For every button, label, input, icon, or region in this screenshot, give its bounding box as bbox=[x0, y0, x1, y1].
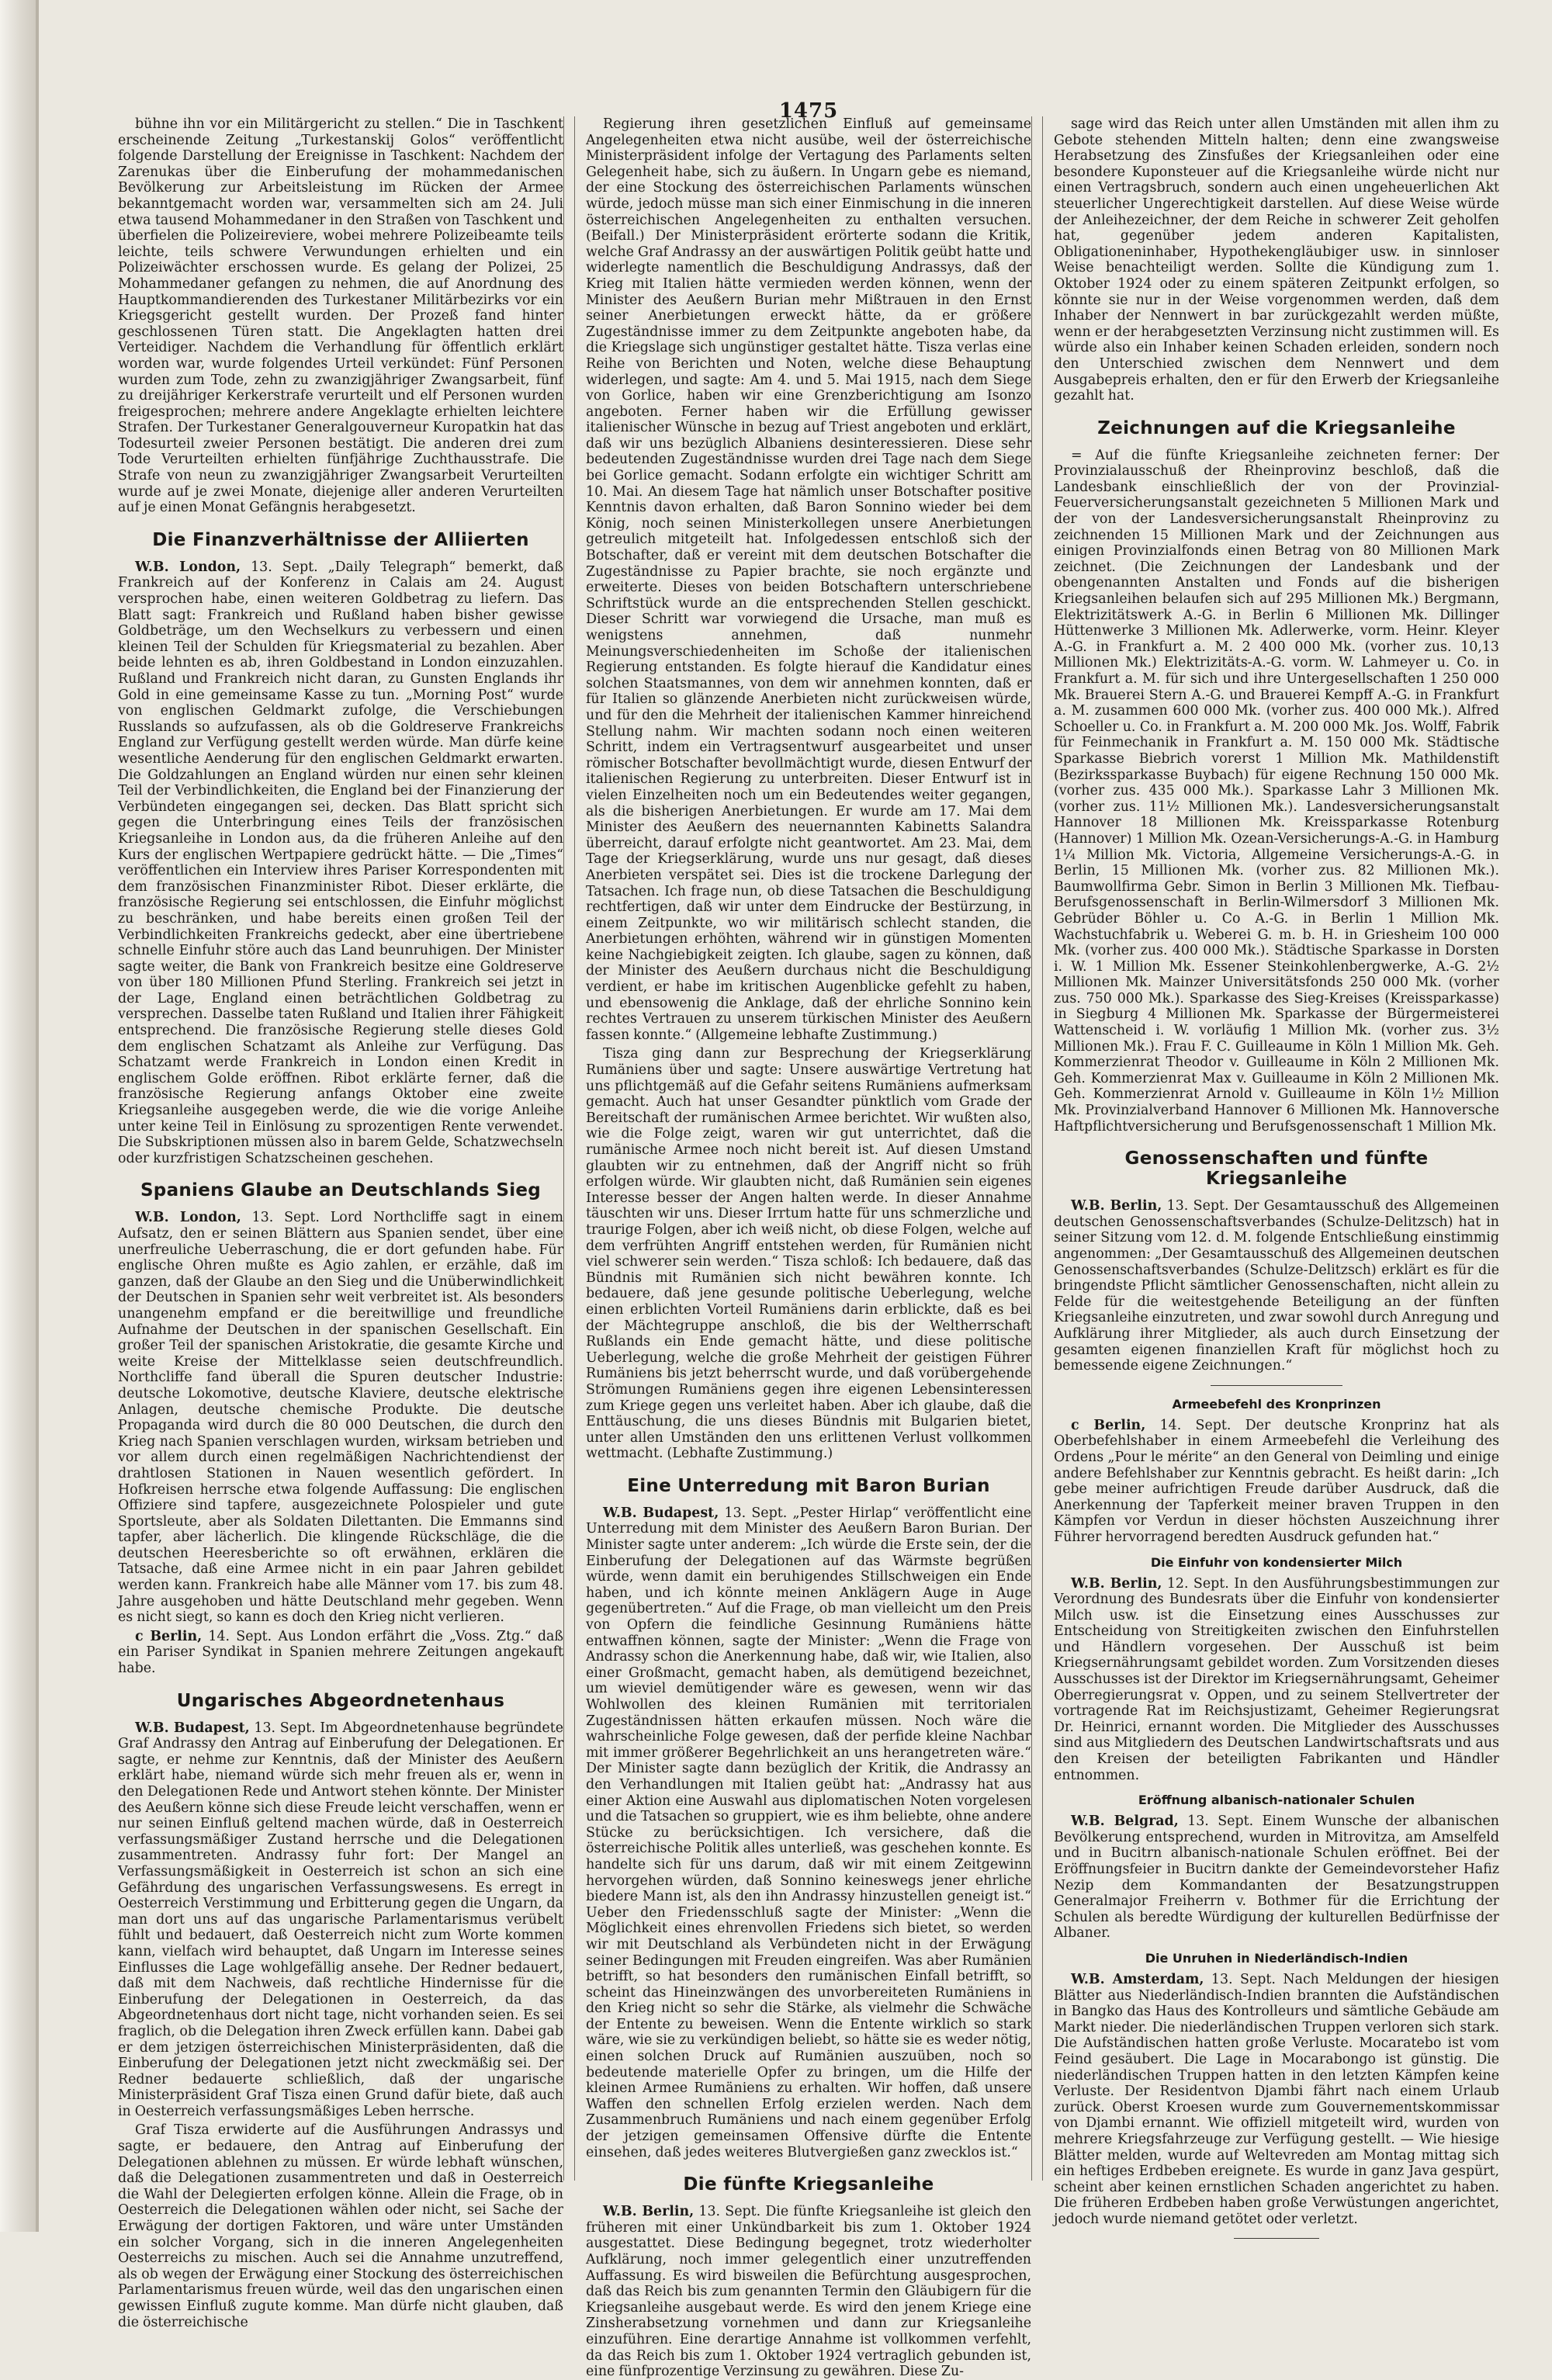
dateline: W.B. Belgrad, bbox=[1071, 1814, 1179, 1830]
paragraph-text: 13. Sept. Der Gesamtausschuß des Allgemeinen deutschen Genossenschaftsverbandes (Schulze-Delitzsch) hat in seiner Sitzung vom 12. d. M. folgende Entschließung einstimmig angenommen: „Der Gesamtausschuß des Allgemeinen deutschen Genossenschaftsverbandes (Schulze-Delitzsch) erklärt es für die bringendste Pflicht sämtlicher Genossenschaften, nicht allein zu Felde für die weitestgehende Beteiligung an der fünften Kriegsanleihe einzutreten, und zwar sowohl durch Anregung und Aufklärung ihrer Mitglieder, als auch durch Einsetzung der gesamten eigenen finanziellen Kraft für möglichst hoch zu bemessende eigene Zeichnungen.“ bbox=[1054, 1198, 1499, 1374]
newspaper-page bbox=[118, 68, 1500, 2380]
paragraph-text: Regierung ihren gesetzlichen Einfluß auf gemeinsame Angelegenheiten etwa nicht ausübe, weil der österreichische Ministerpräsident infolge der Vertagung des Parlaments selten Gelegenheit habe, sich zu äußern. In Ungarn gebe es niemand, der eine Stockung des österreichischen Parlaments wünschen würde, jedoch müsse man sich einer Einmischung in die inneren österreichischen Angelegenheiten zu enthalten versuchen. (Beifall.) Der Ministerpräsident erörterte sodann die Kritik, welche Graf Andrassy an der auswärtigen Politik geübt hatte und widerlegte namentlich die Beschuldigung Andrassys, daß der Krieg mit Italien hätte vermieden werden können, wenn der Minister des Aeußern Burian mehr Mißtrauen in den Ernst seiner Anerbietungen erweckt hätte, da er größere Zugeständnisse immer zu dem Zeitpunkte angeboten habe, da die Kriegslage sich ungünstiger gestaltet hätte. Tisza verlas eine Reihe von Berichten und Noten, welche diese Behauptung widerlegen, und sagte: Am 4. und 5. Mai 1915, nach dem Siege von Gorlice, haben wir eine Grenzberichtigung am Isonzo angeboten. Ferner haben wir die Erfüllung gewisser italienischer Wünsche in bezug auf Triest angeboten und erklärt, daß wir uns bezüglich Albaniens desinteressieren. Diese sehr bedeutenden Zugeständnisse wurden drei Tage nach dem Siege bei Gorlice gemacht. Sodann erfolgte ein wichtiger Schritt am 10. Mai. An diesem Tage hat nämlich unser Botschafter positive Kenntnis davon erhalten, daß Baron Sonnino wieder bei dem König, noch seinen Ministerkollegen unsere Anerbietungen getreulich mitgeteilt hat. Infolgedessen entschloß sich der Botschafter, daß er vereint mit dem deutschen Botschafter die Zugeständnisse zu Papier brachte, sie noch ergänzte und erweiterte. Dieses von beiden Botschaftern unterschriebene Schriftstück wurde an die entsprechenden Stellen geschickt. Dieser Schritt war vorwiegend die Ursache, man muß es wenigstens annehmen, daß nunmehr Meinungsverschiedenheiten im Schoße der italienischen Regierung entstanden. Es folgte hierauf die Kandidatur eines solchen Staatsmannes, von dem wir annehmen konnten, daß er für Italien so glänzende Anerbieten nicht zurückweisen würde, und für den die Mehrheit der italienischen Kammer hinreichend Stellung nahm. Wir machten sodann noch einen weiteren Schritt, indem ein Vertragsentwurf ausgearbeitet und unser römischer Botschafter bevollmächtigt wurde, diesen Entwurf der italienischen Regierung zu unterbreiten. Dieser Entwurf ist in vielen Einzelheiten noch um ein Bedeutendes weiter gegangen, als die bisherigen Anerbietungen. Er wurde am 17. Mai dem Minister des Aeußern des neuernannten Kabinetts Salandra überreicht, darauf erfolgte nicht geantwortet. Am 23. Mai, dem Tage der Kriegserklärung, wurde uns nur gesagt, daß dieses Anerbieten verspätet sei. Dies ist die trockene Darlegung der Tatsachen. Ich frage nun, ob diese Tatsachen die Beschuldigung rechtfertigen, daß wir unter dem Eindrucke der Bestürzung, in einem Zeitpunkte, wo wir militärisch schlecht standen, die Anerbietungen erhöhten, während wir in günstigen Momenten keine Nachgiebigkeit zeigten. Ich glaube, sagen zu können, daß der Minister des Aeußern durchaus nicht die Beschuldigung verdient, er habe im kritischen Augenblicke gefehlt zu haben, und ebensowenig die Anklage, daß der ehrliche Sonnino kein rechtes Vertrauen zu unserem türkischen Minister des Aeußern fassen konnte.“ (Allgemeine lebhafte Zustimmung.) bbox=[586, 116, 1031, 1043]
article-headline: Eine Unterredung mit Baron Burian bbox=[627, 1475, 990, 1496]
dateline: W.B. Budapest, bbox=[135, 1720, 250, 1736]
article-paragraph bbox=[1054, 448, 1499, 1135]
section-divider bbox=[1234, 2238, 1319, 2239]
paragraph-text: 14. Sept. Der deutsche Kronprinz hat als Oberbefehlshaber in einem Armeebefehl die Verleihung des Ordens „Pour le mérite“ an den General von Deimling und einige andere Befehlshaber zur Kenntnis gebracht. Es heißt darin: „Ich gebe meiner aufrichtigen Freude darüber Ausdruck, daß die Anerkennung der Tapferkeit meiner braven Truppen in den Kämpfen vor Verdun in dieser höchsten Auszeichnung ihrer Führer hervorragend beredten Ausdruck gefunden hat.“ bbox=[1054, 1417, 1499, 1545]
article-paragraph bbox=[1054, 1418, 1499, 1546]
dateline: W.B. Berlin, bbox=[1071, 1198, 1162, 1214]
paragraph-text: 13. Sept. Die fünfte Kriegsanleihe ist gleich den früheren mit einer Unkündbarkeit bis zum 1. Oktober 1924 ausgestattet. Diese Bedingung begegnet, trotz wiederholter Aufklärung, noch immer gelegentlich einer unzutreffenden Auffassung. Es wird bisweilen die Befürchtung ausgesprochen, daß das Reich bis zum genannten Termin den Gläubigern für die Kriegsanleihe ausgebaut werde. Es wird den jenem Kriege eine Zinsherabsetzung vornehmen und dann zur Kriegsanleihe einzuführen. Eine derartige Annahme ist vollkommen verfehlt, da das Reich bis zum 1. Oktober 1924 vertraglich gebunden ist, eine fünfprozentige Verzinsung zu gewähren. Diese Zu- bbox=[586, 2204, 1031, 2380]
article-paragraph bbox=[586, 2204, 1031, 2380]
dateline: W.B. London, bbox=[135, 559, 241, 575]
columns bbox=[118, 116, 1500, 2380]
paragraph-text: 14. Sept. Aus London erfährt die „Voss. Ztg.“ daß ein Pariser Syndikat in Spanien mehrere Zeitungen angekauft habe. bbox=[118, 1628, 563, 1677]
dateline: W.B. London, bbox=[135, 1210, 241, 1226]
article-paragraph bbox=[586, 116, 1031, 1043]
article-paragraph bbox=[118, 559, 563, 1167]
page-number: 1475 bbox=[778, 99, 839, 123]
dateline: c Berlin, bbox=[1071, 1417, 1146, 1433]
paragraph-text: 13. Sept. Einem Wunsche der albanischen Bevölkerung entsprechend, wurden in Mitrovitza, am Amselfeld und in Bucitrn albanisch-nationale Schulen eröffnet. Bei der Eröffnungsfeier in Bucitrn dankte der Gemeindevorsteher Hafiz Nezip dem Kommandanten der Besatzungstruppen Generalmajor Freiherrn v. Bothmer für die Errichtung der Schulen als beredte Würdigung der kulturellen Bedürfnisse der Albaner. bbox=[1054, 1814, 1500, 1942]
article-paragraph bbox=[118, 1210, 563, 1625]
paragraph-text: bühne ihn vor ein Militärgericht zu stellen.“ Die in Taschkent erscheinende Zeitung „Turkestanskij Golos“ veröffentlicht folgende Darstellung der Ereignisse in Taschkent: Nachdem der Zarenukas über die Einberufung der mohammedanischen Bevölkerung zur Arbeitsleistung im Rücken der Armee bekanntgemacht worden war, versammelten sich am 24. Juli etwa tausend Mohammedaner in den Straßen von Taschkent und überfielen die Polizeireviere, wobei mehrere Polizeibeamte teils leichte, teils schwere Verwundungen erhielten und ein Polizeiwächter erschossen wurde. Es gelang der Polizei, 25 Mohammedaner gefangen zu nehmen, die auf Anordnung des Hauptkommandierenden des Turkestaner Militärbezirks vor ein Kriegsgericht gestellt wurden. Der Prozeß fand hinter geschlossenen Türen statt. Die Angeklagten hatten drei Verteidiger. Nachdem die Verhandlung für öffentlich erklärt worden war, wurde folgendes Urteil verkündet: Fünf Personen wurden zum Tode, zehn zu zwanzigjähriger Zwangsarbeit, fünf zu dreijähriger Kerkerstrafe verurteilt und elf Personen wurden freigesprochen; mehrere andere Angeklagte erhielten leichtere Strafen. Der Turkestaner Generalgouverneur Kuropatkin hat das Todesurteil zweier Personen bestätigt. Die anderen drei zum Tode Verurteilten erhielten fünfjährige Zuchthausstrafe. Die Strafe von neun zu zwanzigjähriger Zwangsarbeit Verurteilten wurde auf je zwei Monate, diejenige aller anderen Verurteilten auf je einen Monat Gefängnis herabgesetzt. bbox=[118, 116, 563, 516]
article-paragraph bbox=[118, 116, 563, 516]
column-3 bbox=[1042, 116, 1500, 2227]
paragraph-text: 13. Sept. „Pester Hirlap“ veröffentlicht eine Unterredung mit dem Minister des Aeußern Baron Burian. Der Minister sagte unter anderem: „Ich würde die Erste sein, der die Einberufung der Delegationen auf das Wärmste begrüßen würde, wenn damit ein beruhigendes Stillschweigen ein Ende haben, und ich könnte meinen Anklägern Auge in Auge gegenübertreten.“ Auf die Frage, ob man vielleicht um den Preis von Opfern die feindliche Gesinnung Rumäniens hätte entwaffnen können, sagte der Minister: „Wenn die Frage von Andrassy schon die Anerkennung habe, daß wir, wie Italien, also einer Großmacht, gemacht haben, als demütigend bezeichnet, um wieviel demütigender wäre es gewesen, wenn wir das Wohlwollen des kleinen Rumänien mit territorialen Zugeständnissen hätten erkaufen müssen. Noch wäre die wahrscheinliche Folge gewesen, daß der perfide kleine Nachbar mit immer größerer Begehrlichkeit an uns herangetreten wäre.“ Der Minister sagte dann bezüglich der Kritik, die Andrassy an den Verhandlungen mit Italien geübt hat: „Andrassy hat aus einer Aktion eine Auswahl aus diplomatischen Noten vorgelesen und die Tatsachen so gruppiert, wie es ihm beliebte, ohne andere Stücke zu berücksichtigen. Ich versichere, daß die österreichische Politik alles unterließ, was geschehen konnte. Es handelte sich für uns darum, daß wir mit einem Zeitgewinn hervorgehen würden, daß Sonnino keineswegs jener ehrliche biedere Mann ist, als den ihn Andrassy hinzustellen geneigt ist.“ Ueber den Friedensschluß sagte der Minister: „Wenn die Möglichkeit eines ehrenvollen Friedens sich bietet, so werden wir mit Deutschland als Verbündeten nicht in der Erwägung seiner Bedingungen mit Freuden eingreifen. Was aber Rumänien betrifft, so hat besonders den rumänischen Einfall betrifft, so scheint das Hineinzwängen des unvorbereiteten Rumäniens in den Krieg nicht so sehr die Stärke, als vielmehr die Schwäche der Entente zu beweisen. Wenn die Entente wirklich so stark wäre, wie sie zu verkündigen beliebt, so hätte sie es weder nötig, einen solchen Druck auf Rumänien auszuüben, noch so bedeutende materielle Opfer zu bringen, um die Hilfe der kleinen Armee Rumäniens zu erhalten. Wir hoffen, daß unsere Waffen den schnellen Erfolg erzielen werden. Nach dem Zusammenbruch Rumäniens und nach einem gegenüber Erfolg der jetzigen gemeinsamen Offensive dürfte die Entente einsehen, daß jedes weiteres Blutvergießen ganz zwecklos ist.“ bbox=[586, 1505, 1031, 2160]
dateline: c Berlin, bbox=[135, 1628, 203, 1644]
dateline: W.B. Berlin, bbox=[603, 2204, 695, 2220]
column-2 bbox=[574, 116, 1031, 2380]
article-paragraph bbox=[118, 1720, 563, 2120]
dateline: W.B. Berlin, bbox=[1071, 1575, 1162, 1592]
article-paragraph bbox=[118, 1629, 563, 1677]
article-paragraph bbox=[118, 2122, 563, 2330]
dateline: W.B. Amsterdam, bbox=[1071, 1971, 1204, 1987]
paragraph-text: 13. Sept. Lord Northcliffe sagt in einem Aufsatz, den er seinen Blättern aus Spanien sendet, über eine unerfreuliche Ueberraschung, die er dort gefunden habe. Für englische Ohren mußte es Agio zahlen, er erzähle, daß im ganzen, daß der Glaube an den Sieg und die Unüberwindlichkeit der Deutschen in Spanien sehr weit verbreitet ist. Als besonders unangenehm empfand er die bereitwillige und freundliche Aufnahme der Deutschen in der spanischen Gesellschaft. Ein großer Teil der spanischen Aristokratie, die gesamte Kirche und weite Kreise der Mittelklasse seien deutschfreundlich. Northcliffe fand überall die Spuren deutscher Industrie: deutsche Lokomotive, deutsche Klaviere, deutsche elektrische Anlagen, deutsche chemische Produkte. Die deutsche Propaganda wird durch die 80 000 Deutschen, die durch den Krieg nach Spanien verschlagen wurden, wirksam betrieben und vor allem durch einen regelmäßigen Nachrichtendienst der drahtlosen Stationen in Nauen wesentlich gefördert. In Hofkreisen herrsche etwa folgende Auffassung: Die englischen Offiziere sind tapfere, ausgezeichnete Polospieler und gute Sportsleute, aber als Soldaten Dilettanten. Die Emmanns sind tapfer, aber lächerlich. Die klingende Rückschläge, die die deutschen Heeresberichte so oft erwähnen, erklären die Tatsache, daß eine Armee nicht in ein paar Jahren gebildet werden kann. Frankreich habe alle Männer vom 17. bis zum 48. Jahre ausgehoben und hätte Deutschland mehr gegeben. Wenn es nicht siegt, so kann es doch den Krieg nicht verlieren. bbox=[118, 1210, 563, 1626]
article-paragraph bbox=[1054, 1972, 1499, 2228]
paragraph-text: Tisza ging dann zur Besprechung der Kriegserklärung Rumäniens über und sagte: Unsere auswärtige Vertretung hat uns pflichtgemäß auf die Gefahr seitens Rumäniens aufmerksam gemacht. Auch hat unser Gesandter pünktlich vom Grade der Bereitschaft der rumänischen Armee berichtet. Wir wußten also, wie die Folge zeigt, waren wir gut unterrichtet, daß die rumänische Armee noch nicht bereit ist. Auf diesen Umstand glaubten wir zu entnehmen, daß der Angriff nicht so früh erfolgen würde. Wir glaubten nicht, daß Rumänien sein eigenes Interesse besser der Angen halten werde. In dieser Annahme täuschten wir uns. Dieser Irrtum hatte für uns schmerzliche und traurige Folgen, aber ich weiß nicht, ob diese Folgen, welche auf dem verfrühten Angriff entstehen werden, für Rumänien nicht viel schwerer sein werden.“ Tisza schloß: Ich bedauere, daß das Bündnis mit Rumänien sich nicht bewähren konnte. Ich bedauere, daß jene gesunde politische Ueberlegung, welche einen erblichten Vorteil Rumäniens darin erblickte, daß es bei der Mächtegruppe anschloß, die bis der Weltherrschaft Rußlands ein Ende gemacht hätte, und diese politische Ueberlegung, welche die große Mehrheit der geistigen Führer Rumäniens bis jetzt beherrscht wurde, und daß vorübergehende Strömungen Rumäniens gegen ihre eigenen Lebensinteressen zum Kriege gegen uns verleitet haben. Aber ich glaube, daß die Enttäuschung, die uns dieses Bündnis mit Bulgarien bietet, unter allen Umständen den uns erlittenen Verlust vollkommen wettmacht. (Lebhafte Zustimmung.) bbox=[586, 1046, 1031, 1462]
binding-gutter bbox=[0, 0, 36, 2232]
article-paragraph bbox=[1054, 1814, 1499, 1942]
article-paragraph bbox=[1054, 116, 1499, 404]
article-subheadline: Die Unruhen in Niederländisch-Indien bbox=[1145, 1950, 1408, 1966]
section-divider bbox=[1211, 1385, 1342, 1386]
article-headline: Die Finanzverhältnisse der Alliierten bbox=[152, 529, 529, 550]
article-headline: Spaniens Glaube an Deutschlands Sieg bbox=[140, 1180, 542, 1201]
article-paragraph bbox=[586, 1505, 1031, 2160]
binding-edge bbox=[36, 0, 39, 2232]
paragraph-text: Graf Tisza erwiderte auf die Ausführungen Andrassys und sagte, er bedauere, den Antrag auf Einberufung der Delegationen ablehnen zu müssen. Er würde lebhaft wünschen, daß die Delegationen zusammentreten und daß in Oesterreich die Wahl der Delegierten erfolgen könne. Allein die Frage, ob in Oesterreich die Delegationen wählen oder nicht, sei Sache der Erwägung der dortigen Faktoren, und wäre unter Umständen ein solcher Vorgang, sich in die inneren Angelegenheiten Oesterreichs zu mischen. Auch sei die Annahme unzutreffend, als ob wegen der Erwägung einer Stockung des österreichischen Parlamentarismus freuen würde, weil das den ungarischen einen gewissen Einfluß zugute komme. Man dürfe nicht glauben, daß die österreichische bbox=[118, 2122, 563, 2330]
paragraph-text: 12. Sept. In den Ausführungsbestimmungen zur Verordnung des Bundesrats über die Einfuhr von kondensierter Milch usw. ist die Einsetzung eines Ausschusses zur Entscheidung von Streitigkeiten zwischen den Einfuhrstellen und Händlern vorgesehen. Der Ausschuß ist beim Kriegsernährungsamt gebildet worden. Zum Vorsitzenden dieses Ausschusses ist der Direktor im Kriegsernährungsamt, Geheimer Oberregierungsrat v. Oppen, und zu seinem Stellvertreter der vortragende Rat im Reichsjustizamt, Geheimer Regierungsrat Dr. Heinrici, ernannt worden. Die Mitglieder des Ausschusses sind aus Mitgliedern des Deutschen Landwirtschaftsrats und aus den Kreisen der beteiligten Fabrikanten und Händler entnommen. bbox=[1054, 1575, 1500, 1783]
paragraph-text: sage wird das Reich unter allen Umständen mit allen ihm zu Gebote stehenden Mitteln halten; denn eine zwangsweise Herabsetzung des Zinsfußes der Kriegsanleihen oder eine besondere Kuponsteuer auf die Kriegsanleihe würde nicht nur einen Vertragsbruch, sondern auch einen ungeheuerlichen Akt steuerlicher Ungerechtigkeit darstellen. Auf diese Weise würde der Anleihezeichner, der dem Reiche in schwerer Zeit geholfen hat, gegenüber jedem anderen Kapitalisten, Obligationeninhaber, Hypothekengläubiger usw. in sinnloser Weise benachteiligt werden. Sollte die Kündigung zum 1. Oktober 1924 oder zu einem späteren Zeitpunkt erfolgen, so könnte sie nur in der Weise vorgenommen werden, daß dem Inhaber der Nennwert in bar zurückgezahlt werden müßte, wenn er der herabgesetzten Verzinsung nicht zustimmen will. Es würde also ein Inhaber keinen Schaden erleiden, sondern noch den Unterschied zwischen dem Nennwert und dem Ausgabepreis erhalten, den er für den Erwerb der Kriegsanleihe gezahlt hat. bbox=[1054, 116, 1499, 404]
article-paragraph bbox=[586, 1046, 1031, 1461]
article-headline: Ungarisches Abgeordnetenhaus bbox=[176, 1690, 505, 1711]
article-headline: Zeichnungen auf die Kriegsanleihe bbox=[1097, 417, 1456, 438]
article-subheadline: Die Einfuhr von kondensierter Milch bbox=[1150, 1554, 1403, 1570]
article-subheadline: Armeebefehl des Kronprinzen bbox=[1172, 1396, 1381, 1412]
paragraph-text: 13. Sept. „Daily Telegraph“ bemerkt, daß Frankreich auf der Konferenz in Calais am 24. August versprochen habe, einen weiteren Goldbetrag zu liefern. Das Blatt sagt: Frankreich und Rußland haben bisher gewisse Goldbeträge, um den Wechselkurs zu verbessern und einen kleinen Teil der Schulden für Kriegsmaterial zu bezahlen. Aber beide lehnten es ab, ihren Goldbestand in London einzuzahlen. Rußland und Frankreich nicht daran, zu Gunsten Englands ihr Gold in eine gemeinsame Kasse zu tun. „Morning Post“ wurde von englischen Geldmarkt zufolge, die Verschiebungen Russlands so aufzufassen, als ob die Goldreserve Frankreichs England zur Verfügung gestellt werden würde. Man dürfe keine wesentliche Aenderung für den englischen Geldmarkt erwarten. Die Goldzahlungen an England würden nur einen sehr kleinen Teil der Verbindlichkeiten, die England bei der Finanzierung der Verbündeten eingegangen sei, decken. Das Blatt spricht sich gegen die Unterbringung eines Teils der französischen Kriegsanleihe in London aus, da die früheren Anleihe auf den Kurs der englischen Wertpapiere gedrückt hätte. — Die „Times“ veröffentlichen ein Interview ihres Pariser Korrespondenten mit dem französischen Finanzminister Ribot. Dieser erklärte, die französische Regierung sei entschlossen, die Einfuhr möglichst zu beschränken, und habe bereits einen großen Teil der Verbindlichkeiten Frankreichs gedeckt, aber eine übertriebene schnelle Einfuhr störe auch das Land beunruhigen. Der Minister sagte weiter, die Bank von Frankreich besitze eine Goldreserve von über 180 Millionen Pfund Sterling. Frankreich sei jetzt in der Lage, England einen beträchtlichen Goldbetrag zu versprechen. Dasselbe taten Rußland und Italien ihrer Fähigkeit entsprechend. Die französische Regierung stelle dieses Gold dem englischen Schatzamt als Anleihe zur Verfügung. Das Schatzamt werde Frankreich in London einen Kredit in englischem Golde eröffnen. Ribot erklärte ferner, daß die französische Regierung anfangs Oktober eine zweite Kriegsanleihe ausgegeben werde, die wie die vorige Anleihe unter keine Teil in Einlösung zu sprozentigen Rente verwendet. Die Subskriptionen müssen also in barem Gelde, Schatzwechseln oder kurzfristigen Schatzscheinen geschehen. bbox=[118, 559, 563, 1166]
paragraph-text: = Auf die fünfte Kriegsanleihe zeichneten ferner: Der Provinzialausschuß der Rheinprovinz beschloß, daß die Landesbank einschließlich der von der Provinzial-Feuerversicherungsanstalt gezeichneten 5 Millionen Mark und der von der Landesversicherungsanstalt Rheinprovinz zu zeichnenden 15 Millionen Mark und der Zeichnungen aus einigen Provinzialfonds einen Betrag von 80 Millionen Mark zeichnet. (Die Zeichnungen der Landesbank und der obengenannten Anstalten und Fonds auf die bisherigen Kriegsanleihen belaufen sich auf 295 Millionen Mk.) Bergmann, Elektrizitätswerk A.-G. in Berlin 6 Millionen Mk. Dillinger Hüttenwerke 3 Millionen Mk. Adlerwerke, vorm. Heinr. Kleyer A.-G. in Frankfurt a. M. 2 400 000 Mk. (vorher zus. 10,13 Millionen Mk.) Elektrizitäts-A.-G. vorm. W. Lahmeyer u. Co. in Frankfurt a. M. für sich und ihre Untergesellschaften 1 250 000 Mk. Brauerei Stern A.-G. und Brauerei Kempff A.-G. in Frankfurt a. M. zusammen 600 000 Mk. (vorher zus. 400 000 Mk.). Alfred Schoeller u. Co. in Frankfurt a. M. 200 000 Mk. Jos. Wolff, Fabrik für Feinmechanik in Frankfurt a. M. 150 000 Mk. Städtische Sparkasse Biebrich vorerst 1 Million Mk. Mathildenstift (Bezirkssparkasse Buybach) für eigene Rechnung 150 000 Mk. (vorher zus. 435 000 Mk.). Sparkasse Lahr 3 Millionen Mk. (vorher zus. 11½ Millionen Mk.). Landesversicherungsanstalt Hannover 18 Millionen Mk. Kreissparkasse Rotenburg (Hannover) 1 Million Mk. Ozean-Versicherungs-A.-G. in Hamburg 1¼ Million Mk. Victoria, Allgemeine Versicherungs-A.-G. in Berlin, 15 Millionen Mk. (vorher zus. 82 Millionen Mk.). Baumwollfirma Gebr. Simon in Berlin 3 Millionen Mk. Tiefbau-Berufsgenossenschaft in Berlin-Wilmersdorf 3 Millionen Mk. Gebrüder Böhler u. Co A.-G. in Berlin 1 Million Mk. Wachstuchfabrik u. Weberei G. m. b. H. in Griesheim 100 000 Mk. (vorher zus. 400 000 Mk.). Städtische Sparkasse in Dorsten i. W. 1 Million Mk. Essener Steinkohlenbergwerke, A.-G. 2½ Millionen Mk. Mainzer Universitätsfonds 250 000 Mk. (vorher zus. 750 000 Mk.). Sparkasse des Sieg-Kreises (Kreissparkasse) in Siegburg 4 Millionen Mk. Sparkasse der Bürgermeisterei Wattenscheid i. W. vorläufig 1 Million Mk. (vorher zus. 3½ Millionen Mk.). Frau F. C. Guilleaume in Köln 1 Million Mk. Geh. Kommerzienrat Theodor v. Guilleaume in Köln 2 Millionen Mk. Geh. Kommerzienrat Max v. Guilleaume in Köln 2 Millionen Mk. Geh. Kommerzienrat Arnold v. Guilleaume in Köln 1½ Million Mk. Provinzialverband Hannover 6 Millionen Mk. Hannoversche Haftpflichtversicherung und Berufsgenossenschaft 1 Million Mk. bbox=[1054, 447, 1499, 1135]
article-paragraph bbox=[1054, 1198, 1499, 1374]
dateline: W.B. Budapest, bbox=[603, 1505, 719, 1521]
article-subheadline: Eröffnung albanisch-nationaler Schulen bbox=[1138, 1793, 1415, 1808]
column-1 bbox=[118, 116, 563, 2330]
paragraph-text: 13. Sept. Im Abgeordnetenhause begründete Graf Andrassy den Antrag auf Einberufung der Delegationen. Er sagte, er nehme zur Kenntnis, daß der Minister des Aeußern erklärt habe, niemand würde sich mehr freuen als er, wenn in den Delegationen Rede und Antwort stehen könnte. Der Minister des Aeußern könne sich diese Freude leicht verschaffen, wenn er nur seinen Einfluß geltend machen würde, daß in Oesterreich verfassungsmäßiger Zustand herrsche und die Delegationen zusammentreten. Andrassy fuhr fort: Der Mangel an Verfassungsmäßigkeit in Oesterreich ist schon an sich eine Gefährdung des ungarischen Verfassungswesens. Es erregt in Oesterreich Verstimmung und Erbitterung gegen die Ungarn, da man dort uns auf das ungarische Parlamentarismus verübelt fühlt und bedauert, daß Oesterreich nicht zum Worte kommen kann, vielfach wird behauptet, daß Ungarn im Interesse seines Einflusses die Lage wohlgefällig ansehe. Der Redner bedauert, daß mit dem Nachweis, daß rechtliche Hindernisse für die Einberufung der Delegationen in Oesterreich, da das Abgeordnetenhaus dort nicht tage, nicht vorhanden seien. Es sei fraglich, ob die Delegation ihren Zweck erfüllen kann. Dabei gab er dem jetzigen österreichischen Ministerpräsidenten, daß die Einberufung der Delegationen jetzt nicht zweckmäßig sei. Der Redner bedauerte schließlich, daß der ungarische Ministerpräsident Graf Tisza einen Grund dafür biete, daß auch in Oesterreich verfassungsmäßiges Leben herrsche. bbox=[118, 1720, 563, 2119]
article-headline: Die fünfte Kriegsanleihe bbox=[683, 2174, 934, 2195]
article-headline: Genossenschaften und fünfte Kriegsanleihe bbox=[1124, 1148, 1429, 1190]
article-paragraph bbox=[1054, 1576, 1499, 1784]
paragraph-text: 13. Sept. Nach Meldungen der hiesigen Blätter aus Niederländisch-Indien brannten die Aufständischen in Bangko das Haus des Kontrolleurs und sämtliche Gebäude am Markt nieder. Die niederländischen Truppen verloren sich stark. Die Aufständischen hatten große Verluste. Mocaratebo ist vom Feind gesäubert. Die Lage in Mocarabongo ist günstig. Die niederländischen Truppen hatten in den letzten Kämpfen keine Verluste. Der Residentvon Djambi fährt nach einem Urlaub zurück. Oberst Kroesen wurde zum Gouvernementskommissar von Djambi ernannt. Wie offiziell mitgeteilt wird, wurden von mehrere Kriegsfahrzeuge zur Verfügung gestellt. — Wie hiesige Blätter melden, wurde auf Weltevreden am Montag mittag sich ein heftiges Erdbeben ereignete. Es wurde in ganz Java gespürt, scheint aber keinen ernstlichen Schaden angerichtet zu haben. Die früheren Erdbeben haben große Verwüstungen angerichtet, jedoch wurde niemand getötet oder verletzt. bbox=[1054, 1971, 1499, 2227]
